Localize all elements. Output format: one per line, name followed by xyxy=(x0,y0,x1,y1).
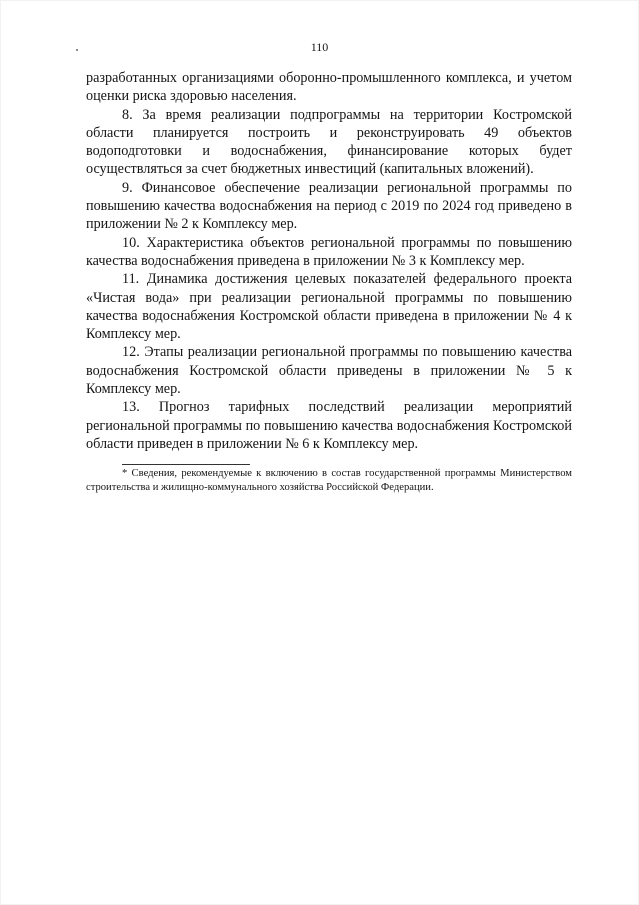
footnote-separator xyxy=(122,464,250,465)
footnote-text: * Сведения, рекомендуемые к включению в состав государственной программы Министерством строительства и жилищно-коммунального хозяйства Российской Федерации. xyxy=(86,468,572,493)
scan-artifact-dot xyxy=(76,49,78,51)
footnote xyxy=(86,467,572,495)
paragraph-12: 12. Этапы реализации региональной программы по повышению качества водоснабжения Костромской области приведены в приложении № 5 к Комплексу мер. xyxy=(86,344,572,398)
paragraph-10: 10. Характеристика объектов региональной программы по повышению качества водоснабжения приведена в приложении № 3 к Комплексу мер. xyxy=(86,234,572,269)
paragraph-13: 13. Прогноз тарифных последствий реализации мероприятий региональной программы по повышению качества водоснабжения Костромской области приведен в приложении № 6 к Комплексу мер. xyxy=(86,399,572,452)
paragraph-11: 11. Динамика достижения целевых показателей федерального проекта «Чистая вода» при реализации региональной программы по повышению качества водоснабжения Костромской области приведена в приложении № 4 к Комплексу мер. xyxy=(86,271,572,343)
main-text xyxy=(86,69,572,453)
paragraph-9: 9. Финансовое обеспечение реализации региональной программы по повышению качества водоснабжения на период с 2019 по 2024 год приведено в приложении № 2 к Комплексу мер. xyxy=(86,179,572,233)
paragraph-8: 8. За время реализации подпрограммы на территории Костромской области планируется построить и реконструировать 49 объектов водоподготовки и водоснабжения, финансирование которых будет осуществляться за счет бюджетных инвестиций (капитальных вложений). xyxy=(86,106,572,178)
page-number: 110 xyxy=(310,40,329,54)
paragraph-continuation: разработанных организациями оборонно-промышленного комплекса, и учетом оценки риска здоровью населения. xyxy=(86,70,572,105)
